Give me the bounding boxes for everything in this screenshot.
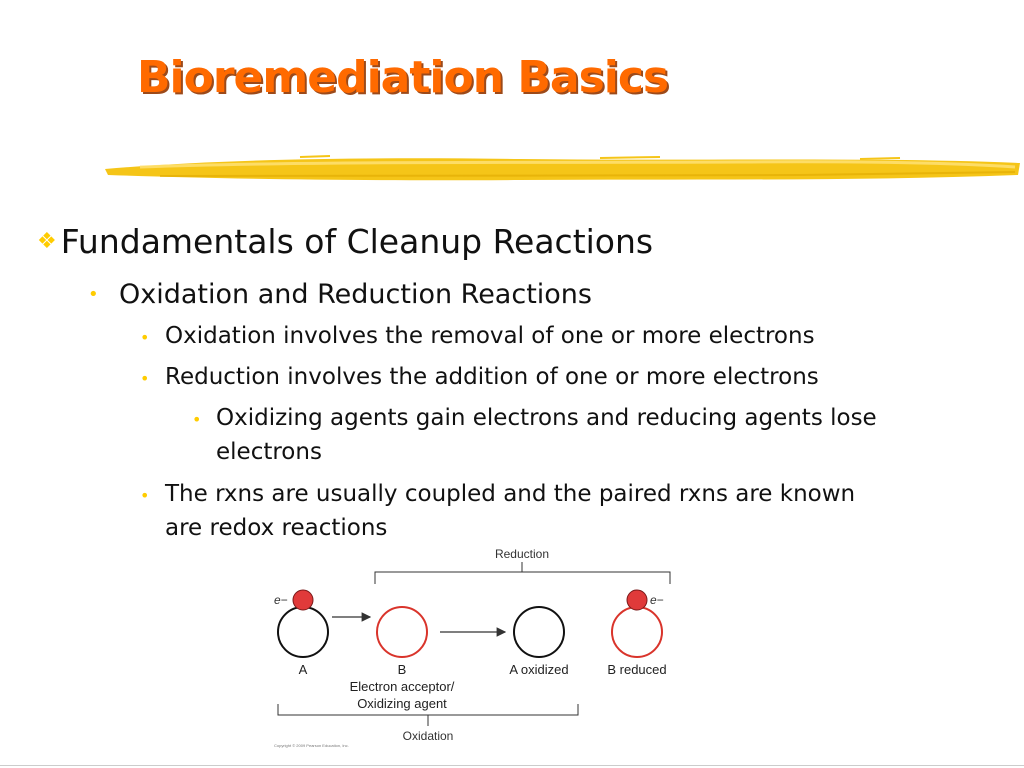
- molecule-a: [278, 607, 328, 657]
- bullet-dot-icon: •: [140, 328, 150, 347]
- electron-on-b: [627, 590, 647, 610]
- molecule-b: [377, 607, 427, 657]
- label-b: B: [397, 662, 407, 677]
- label-b-reduced: B reduced: [607, 662, 667, 677]
- oxidation-label: Oxidation: [402, 729, 454, 743]
- electron-on-a: [293, 590, 313, 610]
- bullet-reduction-text: Reduction involves the addition of one or more electrons: [165, 364, 819, 390]
- level2-text: Oxidation and Reduction Reactions: [119, 279, 592, 310]
- reduction-bracket: [375, 562, 670, 584]
- bullet-dot-icon: •: [140, 369, 150, 388]
- bullet-redox-text-line2: are redox reactions: [165, 515, 388, 541]
- outline-level1: [37, 222, 653, 261]
- molecule-b-reduced: [612, 607, 662, 657]
- level1-text: Fundamentals of Cleanup Reactions: [60, 222, 654, 261]
- copyright-notice: Copyright © 2009 Pearson Education, Inc.: [274, 743, 349, 748]
- bullet-dot-icon: •: [192, 410, 202, 429]
- bullet-redox-text-line1: The rxns are usually coupled and the paired rxns are known: [165, 481, 856, 507]
- label-a: A: [298, 662, 308, 677]
- bullet-agents-text-line1: Oxidizing agents gain electrons and reducing agents lose: [216, 405, 877, 431]
- molecule-a-oxidized: [514, 607, 564, 657]
- bullet-oxidation-text: Oxidation involves the removal of one or more electrons: [165, 323, 815, 349]
- redox-diagram: [260, 540, 680, 752]
- bullet-dot-icon: •: [88, 284, 99, 305]
- diamond-cluster-icon: ❖: [37, 229, 57, 254]
- electron-symbol-a: e−: [274, 593, 288, 607]
- slide-title: Bioremediation Basics: [137, 52, 669, 103]
- bullet-agents-text-line2: electrons: [216, 439, 322, 465]
- acceptor-label-line1: Electron acceptor/: [349, 679, 455, 694]
- bottom-divider: [0, 765, 1024, 766]
- bullet-dot-icon: •: [140, 486, 150, 505]
- acceptor-label-line2: Oxidizing agent: [357, 696, 447, 711]
- label-a-oxidized: A oxidized: [509, 662, 569, 677]
- reduction-label: Reduction: [494, 547, 550, 561]
- electron-symbol-b: e−: [650, 593, 664, 607]
